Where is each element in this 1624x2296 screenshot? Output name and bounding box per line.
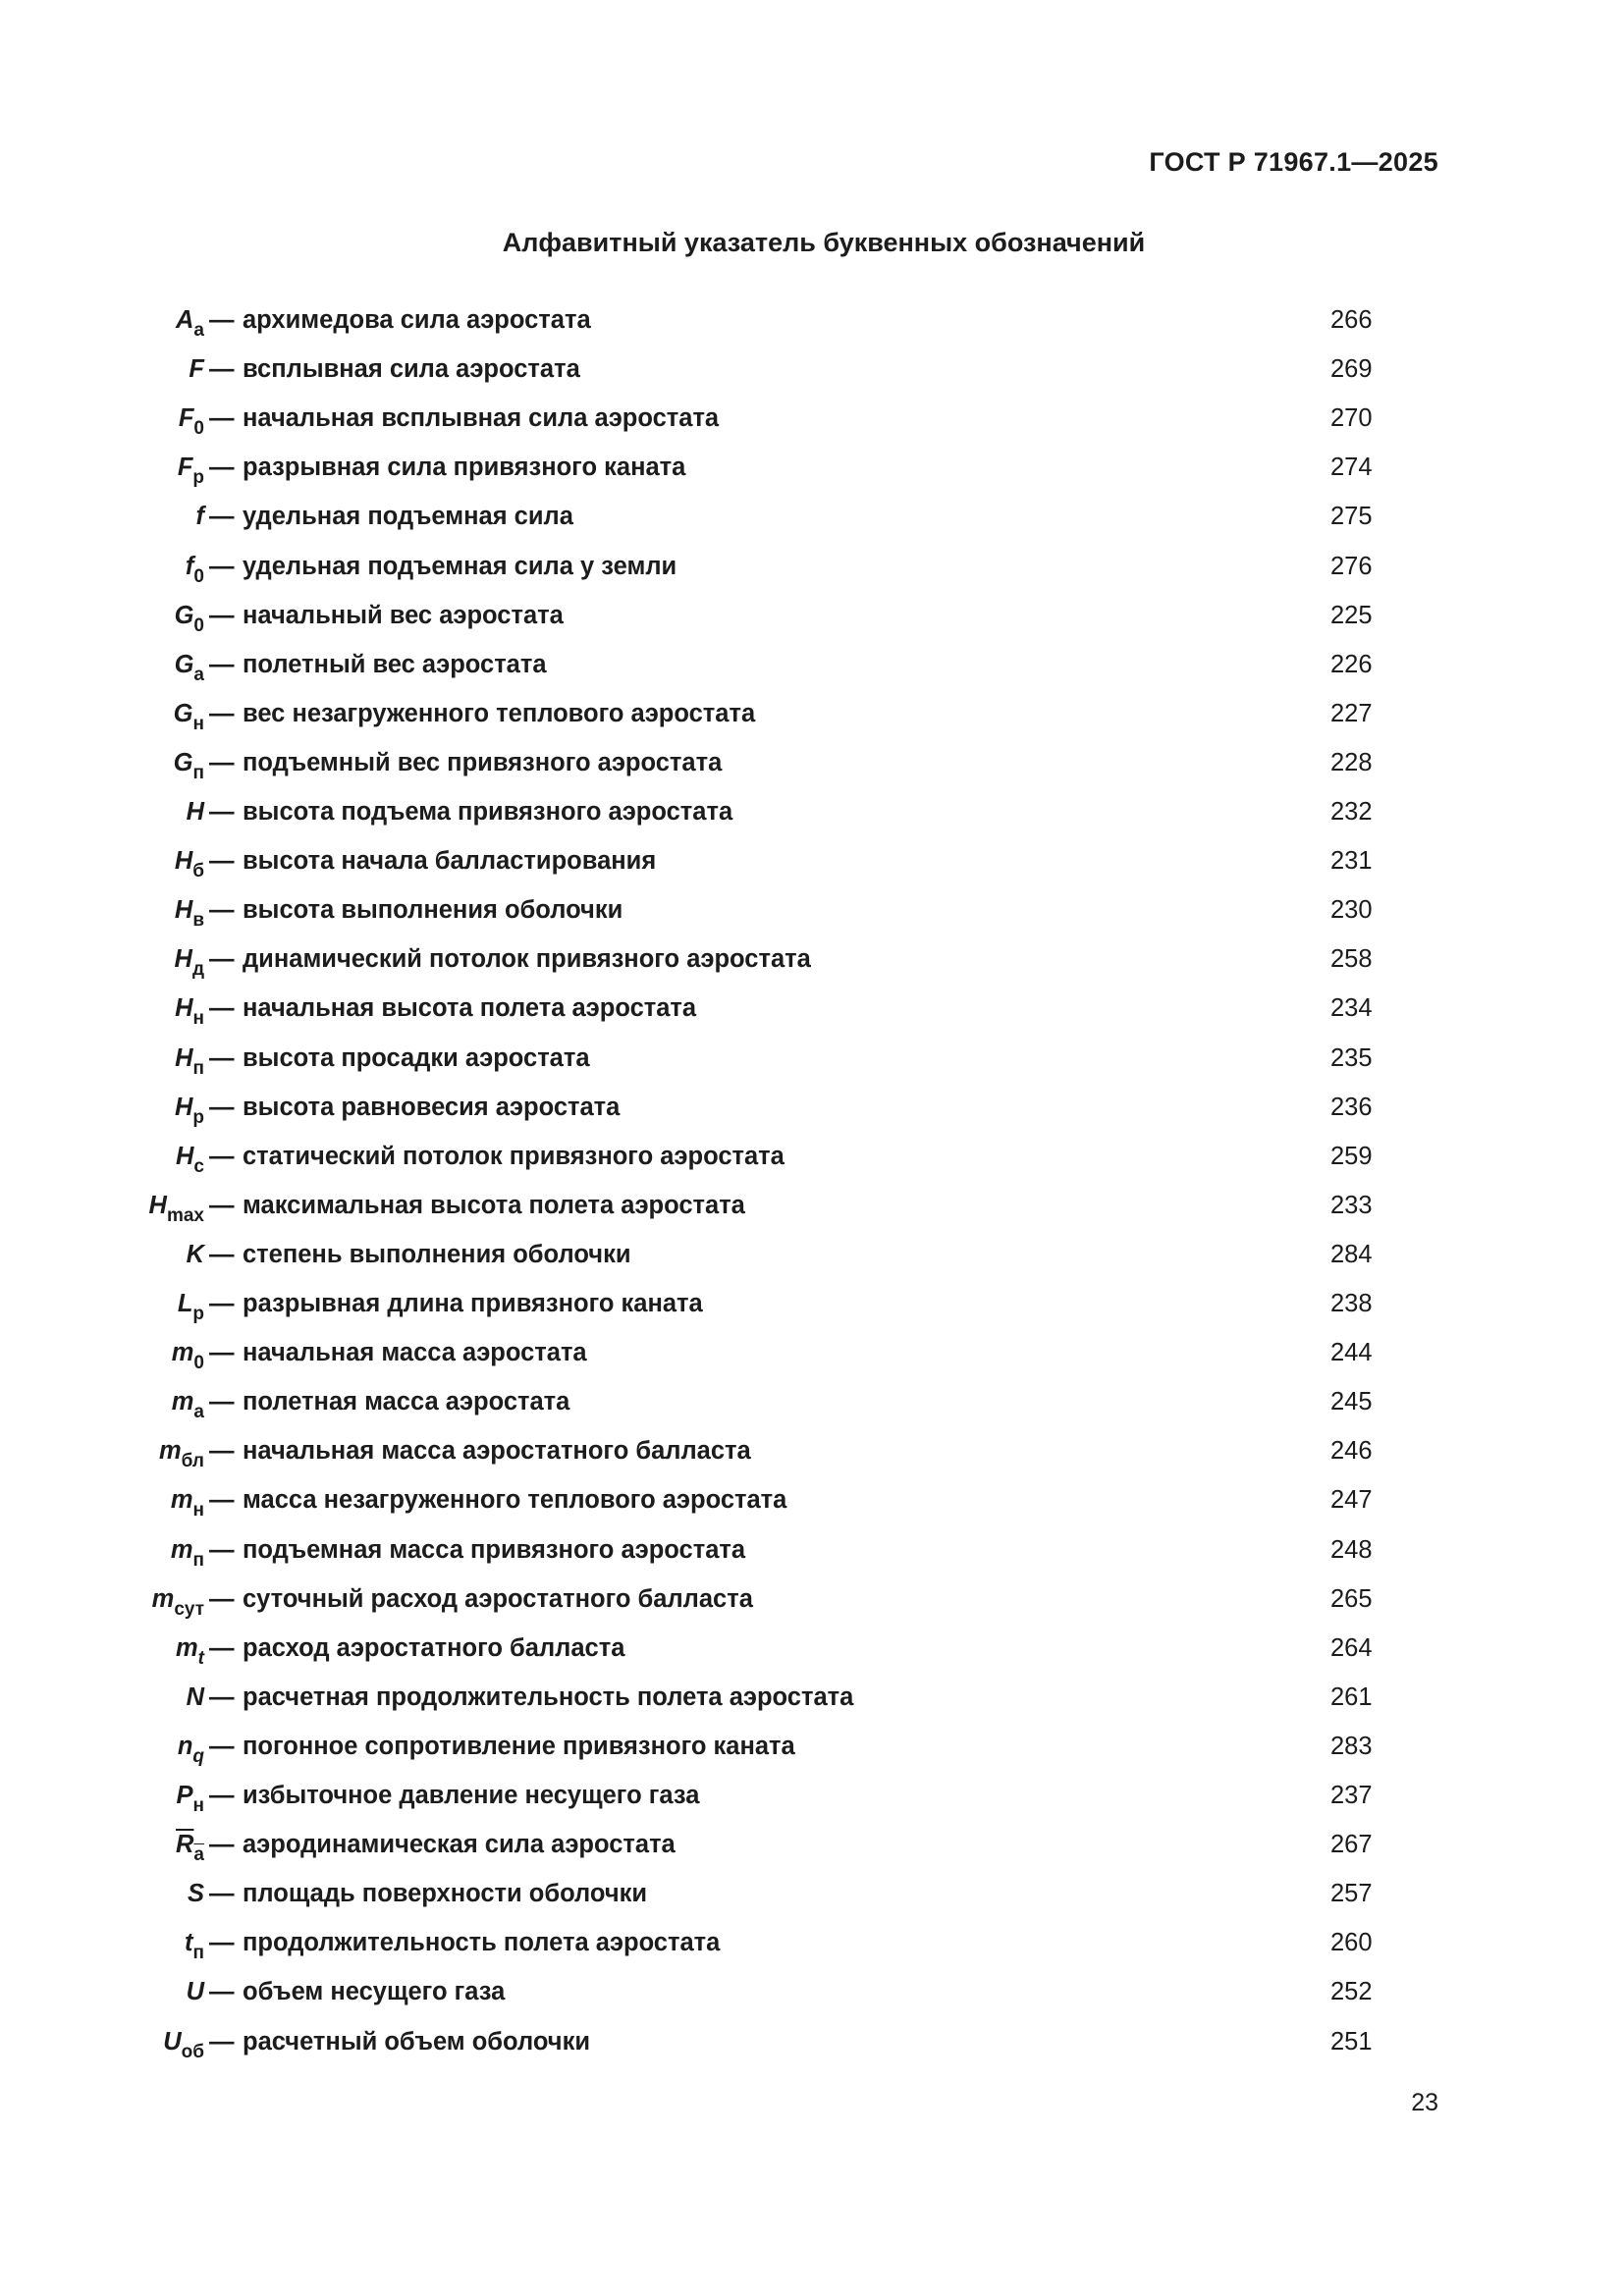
entry-term-number: 237 (1330, 1782, 1373, 1809)
entry-term-number: 259 (1330, 1142, 1373, 1170)
entry-description: высота равновесия аэростата (243, 1093, 621, 1121)
entry-description: продолжительность полета аэростата (243, 1929, 721, 1957)
entry-symbol (170, 1532, 204, 1571)
index-entry (0, 549, 1624, 596)
entry-term-number: 266 (1330, 306, 1373, 334)
symbol-base: m (151, 1584, 175, 1613)
index-entry (0, 499, 1624, 546)
entry-symbol (178, 400, 204, 440)
entry-symbol (185, 549, 204, 587)
entry-symbol (187, 1237, 204, 1272)
entry-dash: — (209, 1929, 235, 1957)
symbol-base: U (186, 1978, 204, 2006)
entry-description: архимедова сила аэростата (243, 306, 591, 334)
entry-term-number: 238 (1330, 1290, 1373, 1317)
entry-dash: — (209, 1535, 235, 1564)
symbol-base: U (163, 2027, 182, 2056)
entry-term-number: 283 (1330, 1732, 1373, 1760)
index-entry (0, 990, 1624, 1038)
entry-term-number: 251 (1330, 2027, 1373, 2056)
entry-dash: — (209, 306, 235, 334)
entry-symbol (187, 794, 204, 829)
symbol-base: G (173, 748, 193, 776)
entry-term-number: 260 (1330, 1929, 1373, 1957)
entry-description: полетная масса аэростата (243, 1388, 570, 1416)
entry-dash: — (209, 1339, 235, 1367)
entry-dash: — (209, 552, 235, 580)
symbol-base: H (174, 847, 193, 876)
entry-description: степень выполнения оболочки (243, 1240, 631, 1268)
index-entry (0, 1680, 1624, 1727)
symbol-subscript: сут (174, 1598, 204, 1620)
entry-dash: — (209, 945, 235, 974)
symbol-base: A (176, 306, 194, 334)
symbol-subscript: н (192, 1795, 204, 1816)
entry-term-number: 252 (1330, 1978, 1373, 2006)
index-entry (0, 1974, 1624, 2021)
index-entry (0, 1925, 1624, 1972)
entry-dash: — (209, 1142, 235, 1170)
standard-code: ГОСТ Р 71967.1—2025 (1149, 147, 1438, 177)
symbol-base: P (176, 1782, 193, 1809)
symbol-base: m (171, 1388, 194, 1416)
entry-dash: — (209, 404, 235, 433)
symbol-subscript: a (193, 1844, 204, 1866)
entry-term-number: 230 (1330, 896, 1373, 925)
symbol-base: S (187, 1880, 204, 1908)
symbol-base: F (177, 454, 193, 482)
entry-symbol (176, 1778, 205, 1816)
entry-symbol (185, 1925, 204, 1964)
entry-dash: — (209, 748, 235, 776)
index-entry (0, 598, 1624, 645)
symbol-base: $\overline{R}$ (176, 1831, 194, 1859)
symbol-subscript: в (192, 910, 204, 932)
entry-symbol (188, 1876, 204, 1911)
index-entry (0, 1581, 1624, 1629)
entry-symbol (189, 351, 204, 387)
symbol-subscript: д (191, 959, 204, 981)
entry-description: начальная всплывная сила аэростата (243, 404, 720, 433)
entry-description: погонное сопротивление привязного каната (243, 1732, 795, 1760)
index-entry (0, 1532, 1624, 1579)
entry-dash: — (209, 1732, 235, 1760)
entry-term-number: 236 (1330, 1093, 1373, 1121)
entry-term-number: 231 (1330, 847, 1373, 876)
symbol-subscript: 0 (193, 614, 204, 636)
entry-dash: — (209, 1043, 235, 1072)
symbol-base: f (185, 552, 194, 580)
symbol-base: F (189, 355, 204, 384)
entry-symbol (151, 1581, 204, 1620)
entry-dash: — (209, 1831, 235, 1859)
entry-symbol (171, 1335, 204, 1374)
entry-dash: — (209, 1290, 235, 1317)
index-entry (0, 696, 1624, 743)
entry-dash: — (209, 896, 235, 925)
index-entry (0, 1729, 1624, 1776)
index-entry (0, 450, 1624, 497)
entry-description: начальный вес аэростата (243, 601, 564, 629)
index-entry (0, 1482, 1624, 1529)
entry-description: избыточное давление несущего газа (243, 1782, 700, 1809)
index-entry (0, 1778, 1624, 1825)
symbol-base: m (175, 1633, 198, 1662)
entry-term-number: 258 (1330, 945, 1373, 974)
symbol-base: N (186, 1682, 204, 1711)
entry-term-number: 274 (1330, 454, 1373, 482)
entry-description: высота начала балластирования (243, 847, 657, 876)
entry-description: вес незагруженного теплового аэростата (243, 699, 756, 727)
symbol-base: m (171, 1339, 194, 1367)
symbol-base: H (176, 1142, 194, 1170)
entry-dash: — (209, 650, 235, 678)
symbol-subscript: а (193, 1402, 204, 1423)
entry-term-number: 226 (1330, 650, 1373, 678)
symbol-base: G (173, 699, 193, 727)
entry-dash: — (209, 355, 235, 384)
entry-term-number: 227 (1330, 699, 1373, 727)
entry-dash: — (209, 1782, 235, 1809)
symbol-base: H (175, 994, 193, 1023)
entry-symbol (174, 1090, 204, 1128)
entry-description: динамический потолок привязного аэростата (243, 945, 811, 974)
entry-description: суточный расход аэростатного балласта (243, 1584, 753, 1613)
entry-symbol (174, 647, 204, 685)
entry-symbol (177, 1729, 204, 1767)
entry-description: разрывная сила привязного каната (243, 454, 686, 482)
entry-dash: — (209, 601, 235, 629)
index-entry (0, 2024, 1624, 2071)
symbol-base: m (158, 1437, 182, 1466)
entry-dash: — (209, 1240, 235, 1268)
symbol-base: K (186, 1240, 204, 1268)
symbol-base: L (177, 1290, 193, 1317)
index-entry (0, 745, 1624, 792)
index-entry (0, 843, 1624, 890)
entry-term-number: 228 (1330, 748, 1373, 776)
index-entry (0, 302, 1624, 349)
index-entry (0, 1188, 1624, 1235)
symbol-base: H (174, 1093, 193, 1121)
entry-term-number: 264 (1330, 1633, 1373, 1662)
entry-description: максимальная высота полета аэростата (243, 1191, 745, 1219)
entry-description: удельная подъемная сила (243, 503, 573, 531)
symbol-base: H (174, 945, 192, 974)
symbol-subscript: а (193, 320, 204, 341)
symbol-base: n (177, 1732, 193, 1760)
entry-description: статический потолок привязного аэростата (243, 1142, 785, 1170)
symbol-base: f (195, 503, 204, 531)
index-entry (0, 351, 1624, 399)
entry-term-number: 257 (1330, 1880, 1373, 1908)
entry-description: объем несущего газа (243, 1978, 506, 2006)
index-entry (0, 1384, 1624, 1431)
index-entry (0, 1041, 1624, 1088)
entry-dash: — (209, 454, 235, 482)
entry-symbol (174, 941, 204, 981)
symbol-base: H (174, 896, 193, 925)
entry-term-number: 267 (1330, 1831, 1373, 1859)
entry-symbol (175, 1041, 204, 1079)
entry-term-number: 233 (1330, 1191, 1373, 1219)
entry-description: высота подъема привязного аэростата (243, 798, 733, 826)
entry-term-number: 276 (1330, 552, 1373, 580)
entry-dash: — (209, 1437, 235, 1466)
symbol-base: H (175, 1043, 193, 1072)
symbol-subscript: об (181, 2041, 204, 2062)
symbol-subscript: max (166, 1204, 204, 1226)
entry-term-number: 248 (1330, 1535, 1373, 1564)
entry-symbol (174, 892, 204, 932)
entry-symbol (175, 990, 204, 1030)
symbol-base: H (148, 1191, 167, 1219)
entry-dash: — (209, 1978, 235, 2006)
entry-term-number: 265 (1330, 1584, 1373, 1613)
entry-description: начальная масса аэростатного балласта (243, 1437, 751, 1466)
entry-term-number: 270 (1330, 404, 1373, 433)
entry-dash: — (209, 1191, 235, 1219)
entry-symbol (177, 1286, 204, 1324)
entry-description: удельная подъемная сила у земли (243, 552, 677, 580)
symbol-base: G (174, 650, 194, 678)
entry-symbol (170, 1482, 204, 1522)
entry-term-number: 234 (1330, 994, 1373, 1023)
entry-dash: — (209, 1388, 235, 1416)
symbol-subscript: б (192, 861, 204, 882)
entry-description: расчетный объем оболочки (243, 2027, 591, 2056)
index-entry (0, 647, 1624, 694)
entry-symbol (158, 1433, 204, 1472)
symbol-subscript: п (192, 762, 204, 783)
entry-symbol (171, 1384, 204, 1423)
index-entry (0, 941, 1624, 988)
symbol-subscript: п (192, 1057, 204, 1079)
entry-description: высота просадки аэростата (243, 1043, 590, 1072)
symbol-subscript: а (193, 664, 204, 685)
entry-symbol (175, 1630, 204, 1669)
entry-symbol (177, 450, 204, 489)
symbol-subscript: н (192, 713, 204, 734)
entry-description: всплывная сила аэростата (243, 355, 580, 384)
index-entry (0, 1237, 1624, 1284)
entry-term-number: 245 (1330, 1388, 1373, 1416)
index-entry (0, 1090, 1624, 1137)
index-entry (0, 1433, 1624, 1480)
entry-term-number: 246 (1330, 1437, 1373, 1466)
index-entry (0, 892, 1624, 939)
symbol-subscript: q (192, 1745, 204, 1767)
entry-dash: — (209, 1093, 235, 1121)
entry-description: подъемная масса привязного аэростата (243, 1535, 746, 1564)
entry-symbol (148, 1188, 204, 1226)
entry-description: разрывная длина привязного каната (243, 1290, 703, 1317)
entry-symbol (174, 598, 204, 636)
symbol-subscript: р (192, 1304, 204, 1324)
symbol-subscript: 0 (193, 418, 204, 440)
entry-term-number: 261 (1330, 1682, 1373, 1711)
symbol-base: H (186, 798, 204, 826)
symbol-subscript: 0 (193, 1353, 204, 1374)
entry-term-number: 284 (1330, 1240, 1373, 1268)
entry-description: расход аэростатного балласта (243, 1633, 625, 1662)
entry-symbol (173, 745, 204, 783)
entry-symbol (174, 843, 204, 882)
symbol-subscript: 0 (193, 565, 204, 587)
index-entry (0, 1286, 1624, 1333)
entry-dash: — (209, 798, 235, 826)
index-entry (0, 400, 1624, 448)
entry-dash: — (209, 2027, 235, 2056)
symbol-subscript: н (192, 1008, 204, 1030)
entry-description: полетный вес аэростата (243, 650, 547, 678)
index-entry (0, 794, 1624, 841)
symbol-base: G (174, 601, 194, 629)
entry-term-number: 275 (1330, 503, 1373, 531)
symbol-base: m (170, 1535, 193, 1564)
page-number: 23 (1411, 2089, 1438, 2116)
symbol-subscript: р (192, 467, 204, 489)
entry-symbol (176, 1139, 204, 1177)
symbol-subscript: t (197, 1647, 204, 1669)
entry-dash: — (209, 503, 235, 531)
symbol-base: t (185, 1929, 193, 1957)
entry-symbol (173, 696, 204, 734)
symbol-subscript: р (192, 1106, 204, 1128)
entry-term-number: 247 (1330, 1486, 1373, 1515)
entry-description: площадь поверхности оболочки (243, 1880, 648, 1908)
index-entry (0, 1139, 1624, 1186)
entry-description: начальная высота полета аэростата (243, 994, 697, 1023)
entry-description: расчетная продолжительность полета аэростата (243, 1682, 854, 1711)
symbol-subscript: п (192, 1549, 204, 1571)
entry-dash: — (209, 1880, 235, 1908)
entry-dash: — (209, 1584, 235, 1613)
entry-description: масса незагруженного теплового аэростата (243, 1486, 787, 1515)
entry-symbol (187, 1974, 204, 2009)
entry-symbol (176, 302, 204, 341)
entry-dash: — (209, 847, 235, 876)
index-entry (0, 1827, 1624, 1874)
entry-dash: — (209, 699, 235, 727)
entry-term-number: 232 (1330, 798, 1373, 826)
entry-dash: — (209, 1633, 235, 1662)
index-entry (0, 1630, 1624, 1678)
entry-dash: — (209, 994, 235, 1023)
entry-description: аэродинамическая сила аэростата (243, 1831, 676, 1859)
entry-term-number: 225 (1330, 601, 1373, 629)
entry-dash: — (209, 1682, 235, 1711)
index-title: Алфавитный указатель буквенных обозначений (502, 228, 1146, 257)
entry-term-number: 269 (1330, 355, 1373, 384)
symbol-subscript: п (192, 1943, 204, 1964)
entry-dash: — (209, 1486, 235, 1515)
symbol-base: F (178, 404, 194, 433)
entry-description: подъемный вес привязного аэростата (243, 748, 723, 776)
index-entry (0, 1876, 1624, 1923)
entry-symbol (163, 2024, 204, 2062)
symbol-subscript: н (192, 1500, 204, 1522)
symbol-base: m (170, 1486, 193, 1515)
entry-description: начальная масса аэростата (243, 1339, 587, 1367)
entry-symbol (176, 1827, 204, 1866)
entry-description: высота выполнения оболочки (243, 896, 623, 925)
index-entry (0, 1335, 1624, 1382)
symbol-subscript: с (193, 1155, 204, 1177)
entry-symbol (187, 1680, 204, 1715)
entry-term-number: 244 (1330, 1339, 1373, 1367)
entry-symbol (196, 499, 205, 534)
entry-term-number: 235 (1330, 1043, 1373, 1072)
symbol-subscript: бл (181, 1451, 204, 1472)
